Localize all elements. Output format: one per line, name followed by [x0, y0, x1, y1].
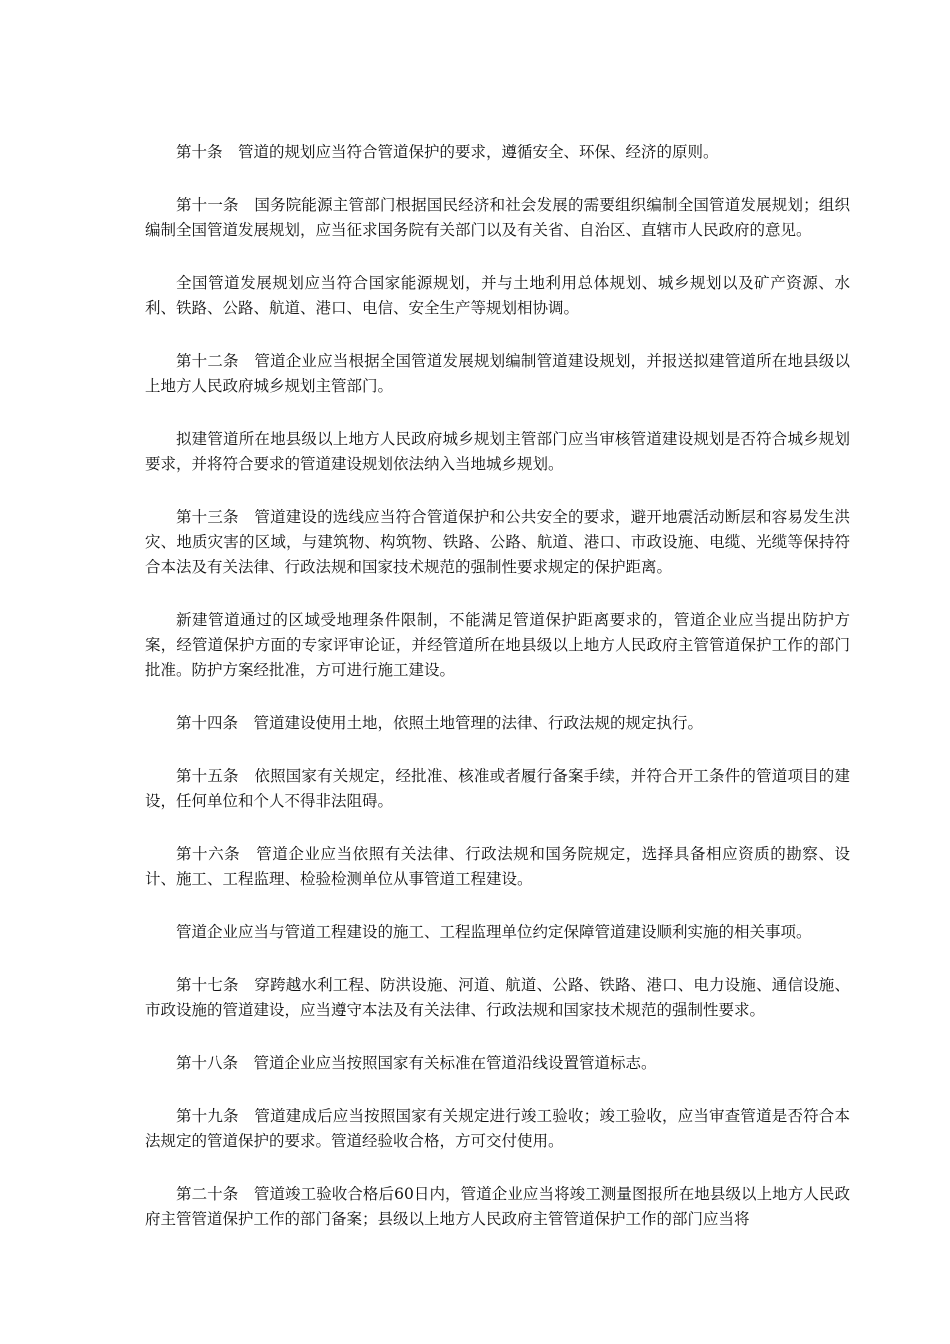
article-11: 第十一条 国务院能源主管部门根据国民经济和社会发展的需要组织编制全国管道发展规划；组织编制全国管道发展规划，应当征求国务院有关部门以及有关省、自治区、直辖市人民政府的意见。 — [145, 196, 850, 239]
article-13: 第十三条 管道建设的选线应当符合管道保护和公共安全的要求，避开地震活动断层和容易发生洪灾、地质灾害的区域，与建筑物、构筑物、铁路、公路、航道、港口、市政设施、电缆、光缆等保持符合本法及有关法律、行政法规和国家技术规范的强制性要求规定的保护距离。 — [145, 508, 850, 576]
article-16: 第十六条 管道企业应当依照有关法律、行政法规和国务院规定，选择具备相应资质的勘察、设计、施工、工程监理、检验检测单位从事管道工程建设。 — [145, 845, 850, 888]
article-12-paragraph-2: 拟建管道所在地县级以上地方人民政府城乡规划主管部门应当审核管道建设规划是否符合城乡规划要求，并将符合要求的管道建设规划依法纳入当地城乡规划。 — [145, 430, 850, 473]
article-16-paragraph-2: 管道企业应当与管道工程建设的施工、工程监理单位约定保障管道建设顺利实施的相关事项。 — [176, 923, 812, 941]
article-18: 第十八条 管道企业应当按照国家有关标准在管道沿线设置管道标志。 — [176, 1054, 657, 1072]
article-13-paragraph-2: 新建管道通过的区域受地理条件限制，不能满足管道保护距离要求的，管道企业应当提出防护方案，经管道保护方面的专家评审论证，并经管道所在地县级以上地方人民政府主管管道保护工作的部门批准。防护方案经批准，方可进行施工建设。 — [145, 611, 850, 679]
article-20: 第二十条 管道竣工验收合格后60日内，管道企业应当将竣工测量图报所在地县级以上地方人民政府主管管道保护工作的部门备案；县级以上地方人民政府主管管道保护工作的部门应当将 — [145, 1185, 850, 1228]
article-19: 第十九条 管道建成后应当按照国家有关规定进行竣工验收；竣工验收，应当审查管道是否符合本法规定的管道保护的要求。管道经验收合格，方可交付使用。 — [145, 1107, 850, 1150]
article-14: 第十四条 管道建设使用土地，依照土地管理的法律、行政法规的规定执行。 — [176, 714, 704, 732]
article-17: 第十七条 穿跨越水利工程、防洪设施、河道、航道、公路、铁路、港口、电力设施、通信设施、市政设施的管道建设，应当遵守本法及有关法律、行政法规和国家技术规范的强制性要求。 — [145, 976, 850, 1019]
article-12: 第十二条 管道企业应当根据全国管道发展规划编制管道建设规划，并报送拟建管道所在地县级以上地方人民政府城乡规划主管部门。 — [145, 352, 850, 395]
article-15: 第十五条 依照国家有关规定，经批准、核准或者履行备案手续，并符合开工条件的管道项目的建设，任何单位和个人不得非法阻碍。 — [145, 767, 850, 810]
document-body — [145, 140, 850, 1260]
article-11-paragraph-2: 全国管道发展规划应当符合国家能源规划，并与土地利用总体规划、城乡规划以及矿产资源、水利、铁路、公路、航道、港口、电信、安全生产等规划相协调。 — [145, 274, 850, 317]
article-10: 第十条 管道的规划应当符合管道保护的要求，遵循安全、环保、经济的原则。 — [176, 143, 719, 161]
